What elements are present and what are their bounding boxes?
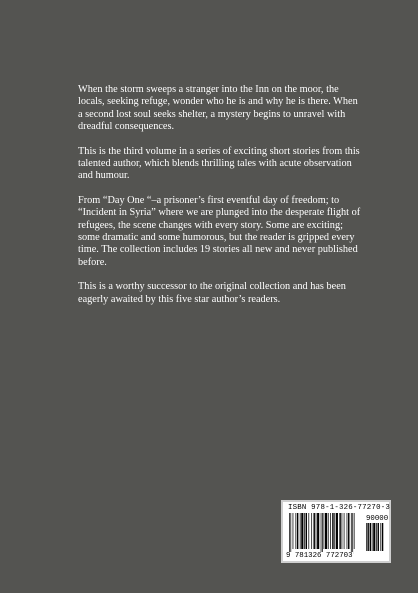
isbn-barcode bbox=[281, 500, 391, 563]
price-addon-bars bbox=[366, 523, 386, 554]
blurb-paragraph-1: When the storm sweeps a stranger into the Inn on the moor, the locals, seeking refuge, wonder who he is and why he is there. When a second lost soul seeks shelter, a mystery begins to unravel with dreadful consequences. bbox=[78, 84, 358, 133]
blurb-paragraph-2: This is the third volume in a series of exciting short stories from this talented author, which blends thrilling tales with acute observation and humour. bbox=[78, 145, 360, 182]
ean-digits: 9 781326 772703 bbox=[286, 552, 353, 560]
price-code: 90000 bbox=[366, 515, 389, 523]
ean13-bars bbox=[289, 513, 363, 555]
back-cover-blurb bbox=[78, 84, 363, 318]
blurb-paragraph-3: From “Day One “–a prisoner’s first eventful day of freedom; to “Incident in Syria” where we are plunged into the desperate flight of refugees, the scene changes with every story. Some are exciting; some dramatic and some humorous, but the reader is gripped every time. The collection includes 19 stories all new and never published before. bbox=[78, 194, 361, 268]
isbn-label: ISBN 978-1-326-77270-3 bbox=[288, 504, 390, 512]
blurb-paragraph-4: This is a worthy successor to the original collection and has been eagerly awaited by this five star author’s readers. bbox=[78, 281, 346, 305]
